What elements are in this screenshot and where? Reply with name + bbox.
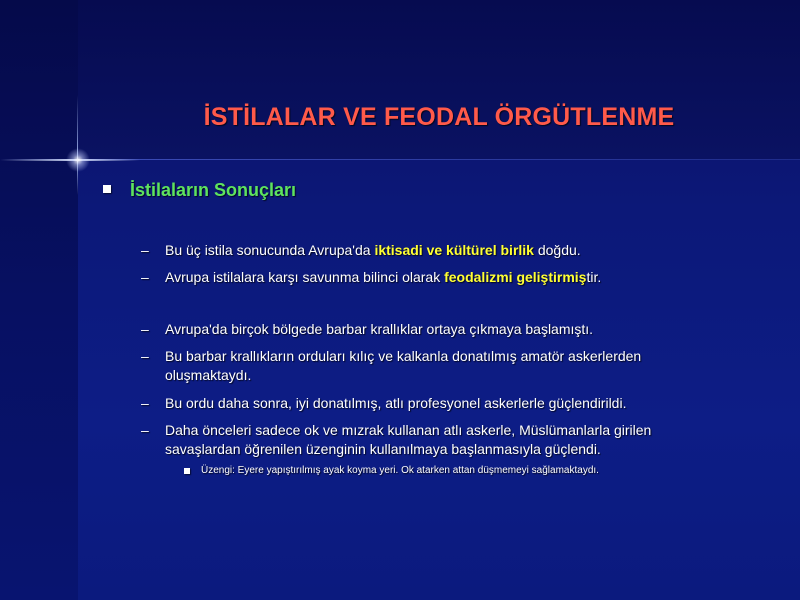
list-item-text: Bu barbar krallıkların orduları kılıç ve kalkanla donatılmış amatör askerlerden oluşmaktaydı. <box>165 348 642 383</box>
list-item <box>141 347 691 385</box>
list-item <box>141 268 691 287</box>
dash-bullet: – <box>141 269 149 285</box>
dash-bullet: – <box>141 395 149 411</box>
sub-item-text: Üzengi: Eyere yapıştırılmış ayak koyma yeri. Ok atarken attan düşmemeyi sağlamaktaydı. <box>201 465 599 476</box>
text-segment: tir. <box>586 269 602 285</box>
list-item-text: Daha önceleri sadece ok ve mızrak kullanan atlı askerle, Müslümanlarla girilen savaşlardan öğrenilen üzenginin kullanılmaya başlanmasıyla güçlendi. <box>165 422 652 457</box>
dash-bullet: – <box>141 422 149 438</box>
left-panel <box>0 0 78 600</box>
list-item <box>141 241 691 260</box>
dash-bullet: – <box>141 242 149 258</box>
list-item <box>141 394 691 413</box>
list-item-text: Bu ordu daha sonra, iyi donatılmış, atlı profesyonel askerlerle güçlendirildi. <box>165 395 627 411</box>
highlight-text: iktisadi ve kültürel birlik <box>374 242 534 258</box>
list-item-text: Avrupa'da birçok bölgede barbar krallıklar ortaya çıkmaya başlamıştı. <box>165 321 594 337</box>
dash-bullet: – <box>141 321 149 337</box>
flare-glow <box>66 148 90 172</box>
list-item <box>141 421 691 459</box>
slide-heading: İstilaların Sonuçları <box>130 180 297 200</box>
text-segment: Avrupa istilalara karşı savunma bilinci olarak <box>165 269 445 285</box>
text-segment: Bu üç istila sonucunda Avrupa'da <box>165 242 375 258</box>
square-bullet-icon <box>103 185 111 193</box>
dash-bullet: – <box>141 348 149 364</box>
text-segment: doğdu. <box>533 242 581 258</box>
list-item <box>141 320 691 339</box>
highlight-text: feodalizmi geliştirmiş <box>444 269 587 285</box>
title-band <box>0 0 800 160</box>
square-bullet-icon <box>184 468 190 474</box>
slide-title: İSTİLALAR VE FEODAL ÖRGÜTLENME <box>203 103 675 131</box>
list-item-text <box>165 268 691 287</box>
list-item-text <box>165 241 691 260</box>
